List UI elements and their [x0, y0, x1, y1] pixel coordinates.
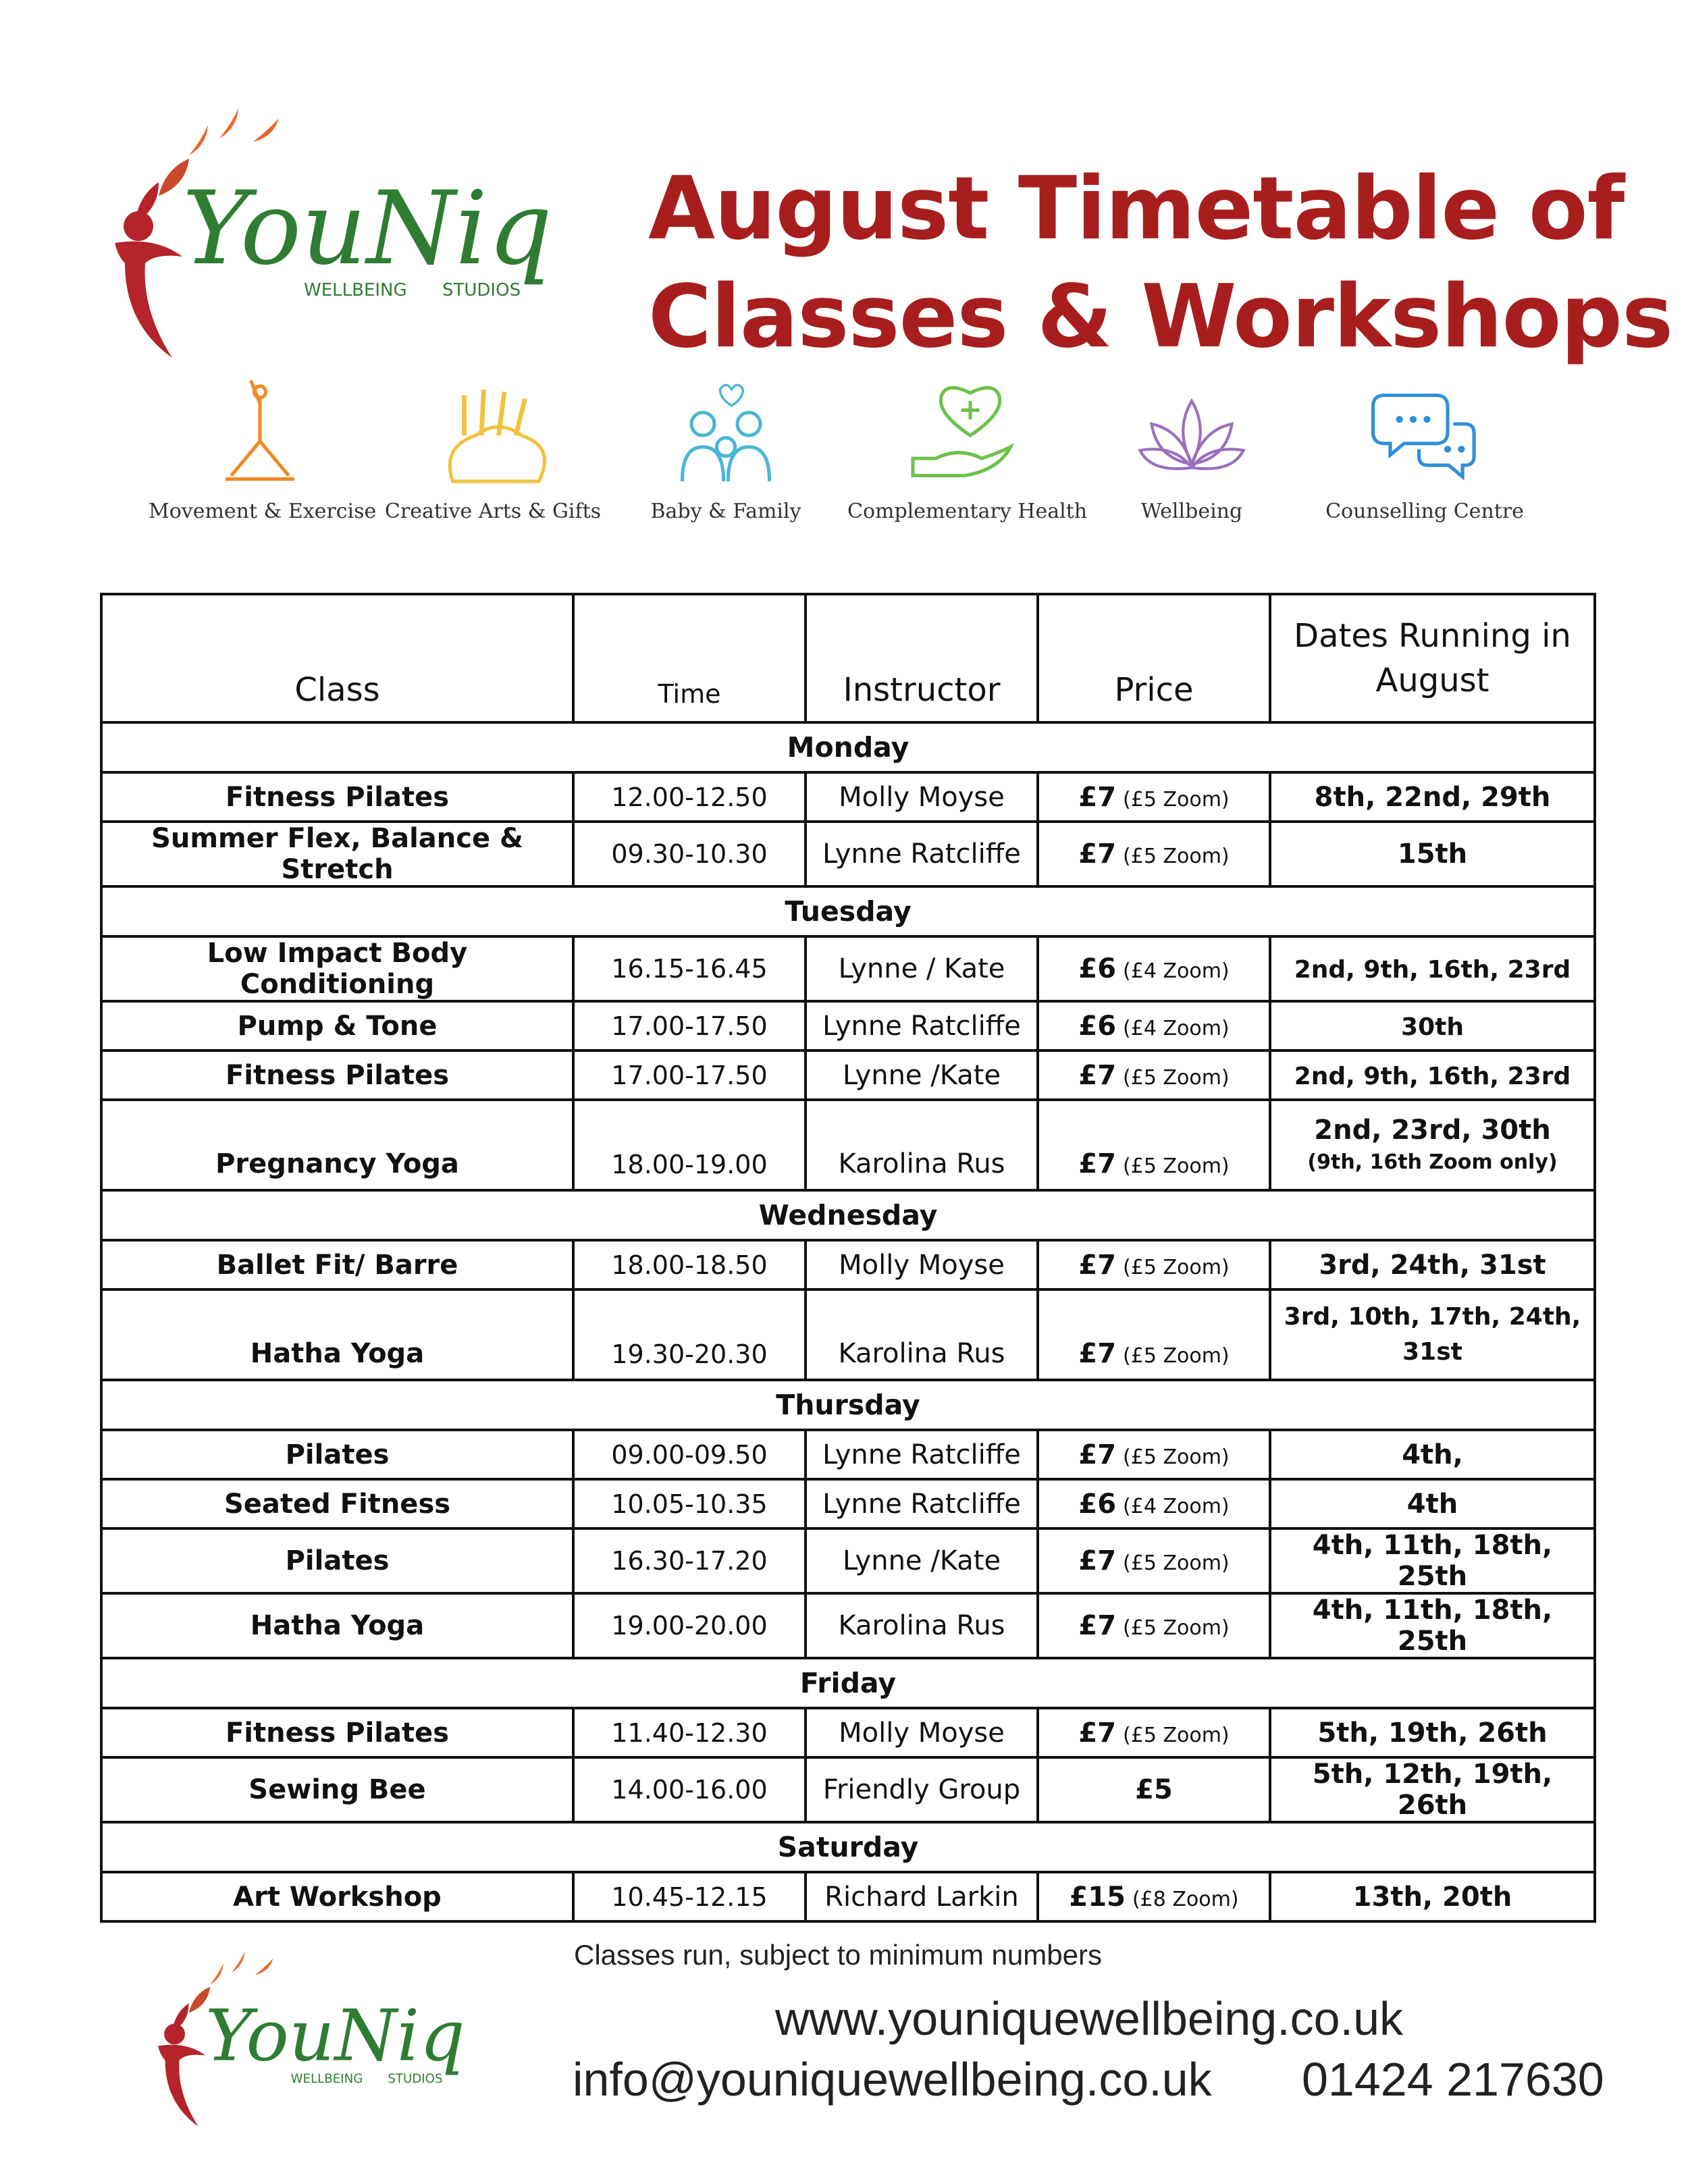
table-header [101, 594, 1595, 722]
speech-bubbles-icon [1367, 378, 1482, 493]
dates-cell: 5th, 19th, 26th [1270, 1708, 1595, 1757]
table-row [101, 1050, 1595, 1100]
table-row [101, 1528, 1595, 1593]
time-cell: 14.00-16.00 [573, 1757, 806, 1822]
art-supplies-icon [436, 378, 550, 493]
class-cell: Art Workshop [101, 1872, 573, 1921]
dates-text: 3rd, 10th, 17th, 24th, [1284, 1303, 1581, 1331]
time-cell: 19.30-20.30 [573, 1289, 806, 1380]
table-row [101, 1872, 1595, 1921]
day-row [101, 1190, 1595, 1240]
class-cell: Fitness Pilates [101, 1050, 573, 1100]
timetable [100, 593, 1596, 1923]
dates-text: 2nd, 9th, 16th, 23rd [1294, 1062, 1571, 1090]
price-value: £7 [1078, 1717, 1117, 1749]
table-row [101, 1001, 1595, 1050]
time-cell: 18.00-18.50 [573, 1240, 806, 1289]
dates-text: (9th, 16th Zoom only) [1307, 1150, 1558, 1174]
price-cell [1038, 1050, 1270, 1100]
day-label: Tuesday [101, 886, 1595, 936]
price-cell [1038, 1479, 1270, 1528]
phone-number[interactable]: 01424 217630 [1302, 2053, 1604, 2106]
instructor-cell: Richard Larkin [806, 1872, 1038, 1921]
category-family [614, 378, 837, 523]
instructor-cell: Molly Moyse [806, 1708, 1038, 1757]
table-row [101, 936, 1595, 1001]
instructor-cell: Lynne Ratcliffe [806, 822, 1038, 886]
class-cell: Fitness Pilates [101, 1708, 573, 1757]
day-row [101, 1380, 1595, 1430]
class-cell: Ballet Fit/ Barre [101, 1240, 573, 1289]
minimum-numbers-note: Classes run, subject to minimum numbers [574, 1939, 1102, 1971]
class-cell: Pilates [101, 1430, 573, 1479]
price-cell [1038, 1430, 1270, 1479]
category-creative [381, 378, 604, 523]
instructor-cell: Lynne / Kate [806, 936, 1038, 1001]
price-cell [1038, 1240, 1270, 1289]
dates-text: 30th [1401, 1013, 1464, 1041]
class-cell: Summer Flex, Balance & Stretch [101, 822, 573, 886]
table-row [101, 1479, 1595, 1528]
table-row [101, 1708, 1595, 1757]
dates-cell [1270, 1001, 1595, 1050]
heart-hand-icon [901, 378, 1016, 493]
dates-text: 31st [1402, 1338, 1462, 1366]
category-counselling [1313, 378, 1536, 523]
instructor-cell: Lynne Ratcliffe [806, 1479, 1038, 1528]
dates-text: August [1375, 662, 1489, 699]
footer-brand-sub-right: STUDIOS [388, 2072, 443, 2087]
day-label: Friday [101, 1658, 1595, 1708]
header-price: Price [1038, 594, 1270, 722]
day-row [101, 1822, 1595, 1872]
zoom-price: (£4 Zoom) [1123, 1016, 1230, 1040]
category-label: Movement & Exercise [149, 500, 377, 523]
class-cell: Pump & Tone [101, 1001, 573, 1050]
category-label: Complementary Health [847, 500, 1088, 523]
time-cell: 19.00-20.00 [573, 1593, 806, 1658]
instructor-cell: Karolina Rus [806, 1593, 1038, 1658]
title-line-2: Classes & Workshops [648, 267, 1673, 367]
dates-cell: 3rd, 24th, 31st [1270, 1240, 1595, 1289]
table-row [101, 822, 1595, 886]
time-cell: 09.30-10.30 [573, 822, 806, 886]
brand-name: YouNiq [182, 170, 553, 288]
class-cell: Pilates [101, 1528, 573, 1593]
class-cell: Low Impact Body Conditioning [101, 936, 573, 1001]
instructor-cell: Karolina Rus [806, 1289, 1038, 1380]
dates-text: 2nd, 23rd, 30th [1314, 1115, 1551, 1146]
footer-logo [149, 1951, 466, 2127]
time-cell: 11.40-12.30 [573, 1708, 806, 1757]
price-cell [1038, 1001, 1270, 1050]
header-dates [1270, 594, 1595, 722]
header-time: Time [573, 594, 806, 722]
instructor-cell: Karolina Rus [806, 1100, 1038, 1190]
table-row [101, 1240, 1595, 1289]
dates-cell [1270, 936, 1595, 1001]
dates-cell: 4th, 11th, 18th, 25th [1270, 1593, 1595, 1658]
class-cell: Sewing Bee [101, 1757, 573, 1822]
instructor-cell: Lynne /Kate [806, 1528, 1038, 1593]
time-cell: 18.00-19.00 [573, 1100, 806, 1190]
family-icon [668, 378, 783, 493]
price-cell [1038, 822, 1270, 886]
day-label: Thursday [101, 1380, 1595, 1430]
dates-cell [1270, 1289, 1595, 1380]
day-row [101, 1658, 1595, 1708]
class-cell: Hatha Yoga [101, 1593, 573, 1658]
email-link[interactable]: info@youniquewellbeing.co.uk [573, 2053, 1212, 2106]
time-cell: 09.00-09.50 [573, 1430, 806, 1479]
price-value: £7 [1078, 1148, 1117, 1179]
dates-cell: 15th [1270, 822, 1595, 886]
time-cell: 10.05-10.35 [573, 1479, 806, 1528]
lotus-icon [1134, 378, 1249, 493]
title-line-1: August Timetable of [648, 159, 1625, 259]
day-row [101, 722, 1595, 772]
zoom-price: (£5 Zoom) [1123, 1065, 1230, 1090]
header-class: Class [101, 594, 573, 722]
zoom-price: (£5 Zoom) [1123, 1551, 1230, 1575]
dates-cell: 4th [1270, 1479, 1595, 1528]
price-cell [1038, 1289, 1270, 1380]
price-cell [1038, 936, 1270, 1001]
day-label: Monday [101, 722, 1595, 772]
brand-sub-left: WELLBEING [304, 280, 407, 300]
price-value: £15 [1069, 1881, 1126, 1913]
category-label: Creative Arts & Gifts [384, 500, 602, 523]
dates-cell: 5th, 12th, 19th, 26th [1270, 1757, 1595, 1822]
price-value: £7 [1078, 1338, 1117, 1369]
time-cell: 16.30-17.20 [573, 1528, 806, 1593]
price-value: £6 [1078, 1488, 1117, 1520]
zoom-price: (£5 Zoom) [1123, 1255, 1230, 1279]
time-cell: 16.15-16.45 [573, 936, 806, 1001]
instructor-cell: Friendly Group [806, 1757, 1038, 1822]
category-complementary [847, 378, 1088, 523]
price-cell [1038, 1100, 1270, 1190]
zoom-price: (£5 Zoom) [1123, 1616, 1230, 1640]
zoom-price: (£5 Zoom) [1123, 1723, 1230, 1747]
dates-cell: 4th, 11th, 18th, 25th [1270, 1528, 1595, 1593]
price-value: £6 [1078, 1010, 1117, 1042]
category-label: Wellbeing [1140, 500, 1243, 523]
dates-cell: 13th, 20th [1270, 1872, 1595, 1921]
table-row [101, 1100, 1595, 1190]
dates-cell: 4th, [1270, 1430, 1595, 1479]
brand-logo [101, 108, 554, 358]
price-cell [1038, 1528, 1270, 1593]
zoom-price: (£8 Zoom) [1132, 1887, 1239, 1911]
instructor-cell: Molly Moyse [806, 1240, 1038, 1289]
footer-brand-sub-left: WELLBEING [290, 2072, 363, 2087]
zoom-price: (£5 Zoom) [1123, 1445, 1230, 1469]
category-movement [149, 378, 377, 523]
time-cell: 10.45-12.15 [573, 1872, 806, 1921]
zoom-price: (£5 Zoom) [1123, 1154, 1230, 1178]
class-cell: Seated Fitness [101, 1479, 573, 1528]
time-cell: 12.00-12.50 [573, 772, 806, 822]
price-value: £7 [1078, 781, 1117, 813]
price-value: £7 [1078, 1059, 1117, 1091]
day-label: Wednesday [101, 1190, 1595, 1240]
dates-text: 2nd, 9th, 16th, 23rd [1294, 956, 1571, 984]
table-row [101, 1757, 1595, 1822]
price-value: £7 [1078, 1249, 1117, 1281]
price-cell [1038, 1872, 1270, 1921]
footer-brand-name: YouNiq [205, 1994, 465, 2077]
time-cell: 17.00-17.50 [573, 1050, 806, 1100]
price-value: £7 [1078, 1545, 1117, 1576]
price-value: £7 [1078, 838, 1117, 870]
day-label: Saturday [101, 1822, 1595, 1872]
price-value: £6 [1078, 953, 1117, 984]
day-row [101, 886, 1595, 936]
price-value: £7 [1078, 1439, 1117, 1470]
yoga-pose-icon [203, 378, 317, 493]
header-instructor: Instructor [806, 594, 1038, 722]
price-cell [1038, 1708, 1270, 1757]
instructor-cell: Molly Moyse [806, 772, 1038, 822]
time-cell: 17.00-17.50 [573, 1001, 806, 1050]
price-value: £5 [1135, 1774, 1173, 1805]
zoom-price: (£4 Zoom) [1123, 1494, 1230, 1518]
category-legend [149, 378, 1566, 540]
category-label: Baby & Family [650, 500, 801, 523]
price-value: £7 [1078, 1610, 1117, 1641]
class-cell: Pregnancy Yoga [101, 1100, 573, 1190]
website-link[interactable]: www.youniquewellbeing.co.uk [775, 1992, 1403, 2045]
instructor-cell: Lynne /Kate [806, 1050, 1038, 1100]
table-row [101, 1593, 1595, 1658]
dates-cell: 8th, 22nd, 29th [1270, 772, 1595, 822]
zoom-price: (£5 Zoom) [1123, 787, 1230, 811]
zoom-price: (£5 Zoom) [1123, 845, 1230, 868]
instructor-cell: Lynne Ratcliffe [806, 1001, 1038, 1050]
class-cell: Fitness Pilates [101, 772, 573, 822]
category-label: Counselling Centre [1325, 500, 1524, 523]
zoom-price: (£5 Zoom) [1123, 1344, 1230, 1368]
table-row [101, 1430, 1595, 1479]
instructor-cell: Lynne Ratcliffe [806, 1430, 1038, 1479]
dates-text: Dates Running in [1294, 617, 1571, 655]
zoom-price: (£4 Zoom) [1123, 959, 1230, 983]
brand-sub-right: STUDIOS [442, 280, 521, 300]
class-cell: Hatha Yoga [101, 1289, 573, 1380]
dates-cell [1270, 1100, 1595, 1190]
dates-cell [1270, 1050, 1595, 1100]
table-row [101, 1289, 1595, 1380]
table-row [101, 772, 1595, 822]
price-cell [1038, 772, 1270, 822]
price-cell [1038, 1757, 1270, 1822]
page-title [648, 155, 1673, 371]
category-wellbeing [1080, 378, 1303, 523]
price-cell [1038, 1593, 1270, 1658]
